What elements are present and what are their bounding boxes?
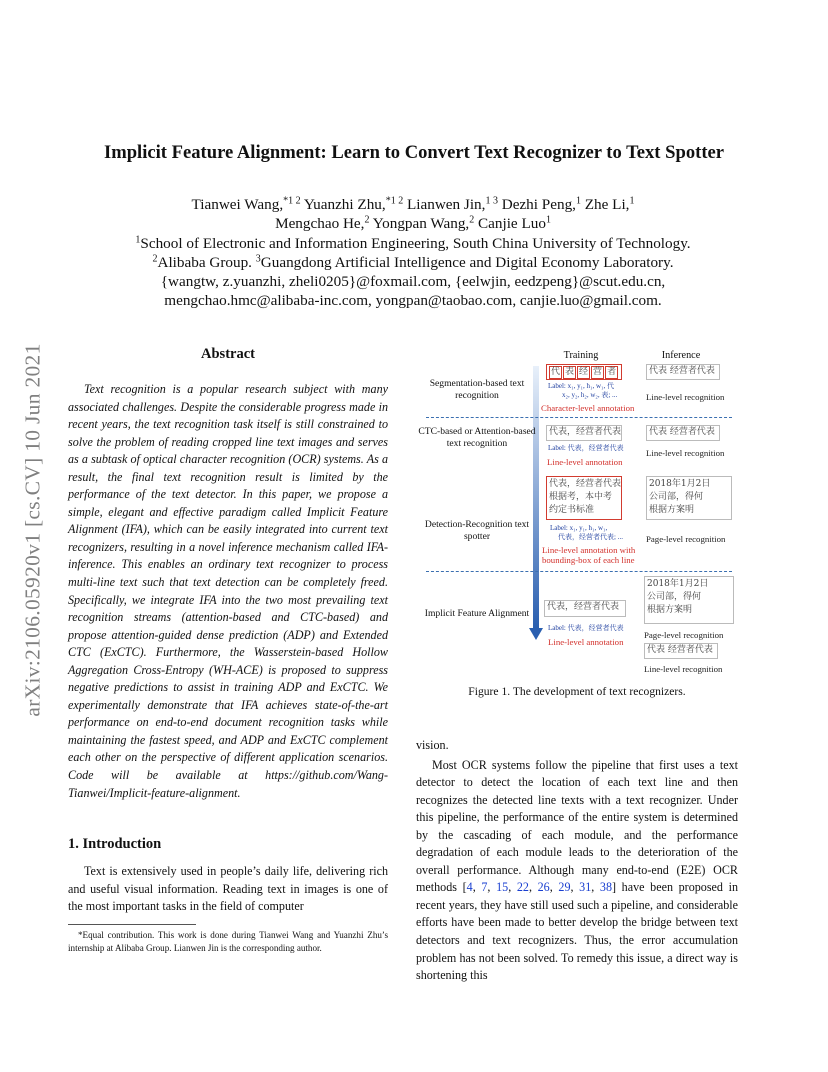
right-column-body — [416, 737, 738, 985]
handwriting-sample-image: 2018年1月2日 公司部，得何 根据方案明 — [644, 576, 734, 624]
figure-annotation-note: Character-level annotation — [541, 403, 635, 413]
paragraph-text: Most OCR systems follow the pipeline that first uses a text detector to detect the location of each text line and then recognizes the detected line texts with a text recognizer. Under this pipeline, the performance of the entire system is determined by the cascading of each module, and the performance degradation of each module leads to the deterioration of the overall performance. Although many end-to-end (E2E) OCR methods [ — [416, 757, 738, 895]
citation-link[interactable]: 29 — [558, 880, 571, 895]
footnote-text: *Equal contribution. This work is done during Tianwei Wang and Yuanzhi Zhu’s internship at Alibaba Group. Lianwen Jin is the corresponding author. — [68, 930, 388, 953]
introduction-body — [68, 863, 388, 916]
handwriting-sample-image: 2018年1月2日 公司部，得何 根据方案明 — [646, 476, 732, 520]
continuation-text: vision. — [416, 738, 449, 752]
figure-label-text: Label: x₁, y₁, h₁, w₁, — [550, 524, 608, 532]
figure-row-label: Implicit Feature Alignment — [424, 608, 530, 619]
footnote-divider — [68, 924, 196, 925]
handwriting-sample-image: 代表，经营者代表 — [544, 600, 626, 617]
citation-link[interactable]: 4 — [466, 880, 473, 895]
author-block — [60, 195, 766, 311]
arxiv-id-text: arXiv:2106.05920v1 [cs.CV] 10 Jun 2021 — [20, 343, 45, 717]
citation-link[interactable]: 38 — [599, 880, 613, 895]
handwriting-sample-image: 代表 经营者代表 — [644, 643, 718, 659]
figure-1 — [416, 344, 738, 680]
figure-row-label: Detection-Recognition text spotter — [424, 519, 530, 542]
abstract-body — [68, 381, 388, 802]
affiliation-line-1: $^1$School of Electronic and Information Engineering, South China University of Technology. — [135, 234, 691, 252]
figure-label-text: x₂, y₂, h₂, w₂, 表; ... — [562, 391, 618, 399]
paper-title: Implicit Feature Alignment: Learn to Convert Text Recognizer to Text Spotter — [103, 142, 725, 163]
figure-annotation-note: Line-level annotation with bounding-box of each line — [542, 545, 636, 565]
paragraph-text: ] have been proposed in recent years, they have still used such a pipeline, and considerable efforts have been made to better develop the bridge between text detectors and text recognizers. Thus, the error accumulation problem has not been solved. To remedy this issue, a direct way is shortening this — [416, 880, 739, 983]
intro-paragraph-2: Most OCR systems follow the pipeline that first uses a text detector to detect the location of each text line and then recognizes the detected line texts with a text recognizer. Under this pipeline, the performance of the entire system is determined by the cascading of each module, and the performance degradation of each module leads to the deterioration of the overall performance. Although many end-to-end (E2E) OCR methods [4, 7, 15, 22, 26, 29, 31, 38] have been proposed in recent years, they have still used such a pipeline, and considerable efforts have been made to better develop the bridge between text detectors and text recognizers. Thus, the error accumulation problem has not been solved. To remedy this issue, a direct way is shortening this — [416, 757, 739, 983]
figure-timeline-arrow — [533, 366, 539, 628]
email-line-1: {wangtw, z.yuanzhi, zheli0205}@foxmail.com, {eelwjin, eedzpeng}@scut.edu.cn, — [160, 273, 666, 291]
figure-row-label: CTC-based or Attention-based text recognition — [418, 426, 536, 449]
footnote — [68, 929, 388, 954]
email-line-2: mengchao.hmc@alibaba-inc.com, yongpan@taobao.com, canjie.luo@gmail.com. — [164, 292, 662, 310]
abstract-text: Text recognition is a popular research subject with many associated challenges. Despite the considerable progress made in recent years, the text recognition task itself is still constrained to solve the problem of reading cropped line text images and serves as a subtask of optical character recognition (OCR) systems. As a result, the final text recognition result is limited by the performance of the text detector. In this paper, we propose a simple, elegant and effective paradigm called Implicit Feature Alignment (IFA), which can be easily integrated into current text recognizers, resulting in a novel inference mechanism called IFA-inference. This enables an ordinary text recognizer to process multi-line text such that text detection can be completely freed. Specifically, we integrate IFA into the two most prevailing text recognition streams (attention-based and CTC-based) and propose attention-guided dense prediction (ADP) and Extended CTC (ExCTC). Furthermore, the Wasserstein-based Hollow Aggregation Cross-Entropy (WH-ACE) is proposed to suppress negative predictions to assist in training ADP and ExCTC. We experimentally demonstrate that IFA achieves state-of-the-art performance on end-to-end document recognition tasks while maintaining the fastest speed, and ADP and ExCTC complement each other on the perspective of different application scenarios. Code will be available at https://github.com/Wang-Tianwei/Implicit-feature-alignment. — [68, 382, 388, 800]
handwriting-sample-image: 代表，经营者代表 — [546, 425, 622, 441]
figure-annotation-note: Line-level annotation — [547, 457, 623, 467]
figure-inference-note: Page-level recognition — [644, 630, 724, 640]
authors-line-1: Tianwei Wang,$^{*1 2}$ Yuanzhi Zhu,$^{*1 2}$ Lianwen Jin,$^{1 3}$ Dezhi Peng,$^1$ Zhe Li,$^1$ — [191, 195, 635, 213]
citation-link[interactable]: 15 — [496, 880, 509, 895]
figure-arrowhead-icon — [529, 628, 543, 640]
citation-link[interactable]: 31 — [579, 880, 592, 895]
figure-inference-note: Line-level recognition — [646, 392, 725, 402]
figure-caption: Figure 1. The development of text recognizers. — [468, 685, 686, 698]
figure-inference-note: Line-level recognition — [644, 664, 723, 674]
arxiv-identifier — [14, 290, 52, 770]
citation-link[interactable]: 22 — [516, 880, 529, 895]
figure-row-divider — [426, 417, 732, 418]
figure-label-text: Label: 代表，经营者代表 — [548, 444, 624, 452]
figure-inference-note: Page-level recognition — [646, 534, 726, 544]
figure-row-label: Segmentation-based text recognition — [429, 378, 525, 401]
authors-line-2: Mengchao He,$^2$ Yongpan Wang,$^2$ Canjie Luo$^1$ — [275, 214, 551, 233]
abstract-heading: Abstract — [201, 346, 255, 362]
handwriting-sample-image: 代表 经营者代表 — [646, 425, 720, 441]
figure-col-inference: Inference — [661, 350, 701, 361]
figure-row-divider — [426, 571, 732, 572]
affiliation-line-2: $^2$Alibaba Group. $^3$Guangdong Artificial Intelligence and Digital Economy Laboratory. — [152, 253, 674, 271]
figure-label-text: 代表，经营者代表; ... — [558, 533, 623, 541]
handwriting-sample-image: 代 表 经 营 者 — [546, 364, 622, 380]
handwriting-sample-image: 代表，经营者代表 根据考，本中考 约定书标准 — [546, 476, 622, 520]
handwriting-sample-image: 代表 经营者代表 — [646, 364, 720, 380]
figure-inference-note: Line-level recognition — [646, 448, 725, 458]
figure-col-training: Training — [563, 350, 599, 361]
figure-label-text: Label: x₁, y₁, h₁, w₁, 代 — [548, 382, 614, 390]
citation-link[interactable]: 7 — [481, 880, 488, 895]
introduction-heading: 1. Introduction — [68, 836, 162, 852]
figure-label-text: Label: 代表，经营者代表 — [548, 624, 624, 632]
figure-annotation-note: Line-level annotation — [548, 637, 624, 647]
citation-link[interactable]: 26 — [537, 880, 550, 895]
introduction-text: Text is extensively used in people’s daily life, delivering rich and useful visual information. Reading text in images is one of the most important tasks in the field of computer — [68, 864, 388, 914]
